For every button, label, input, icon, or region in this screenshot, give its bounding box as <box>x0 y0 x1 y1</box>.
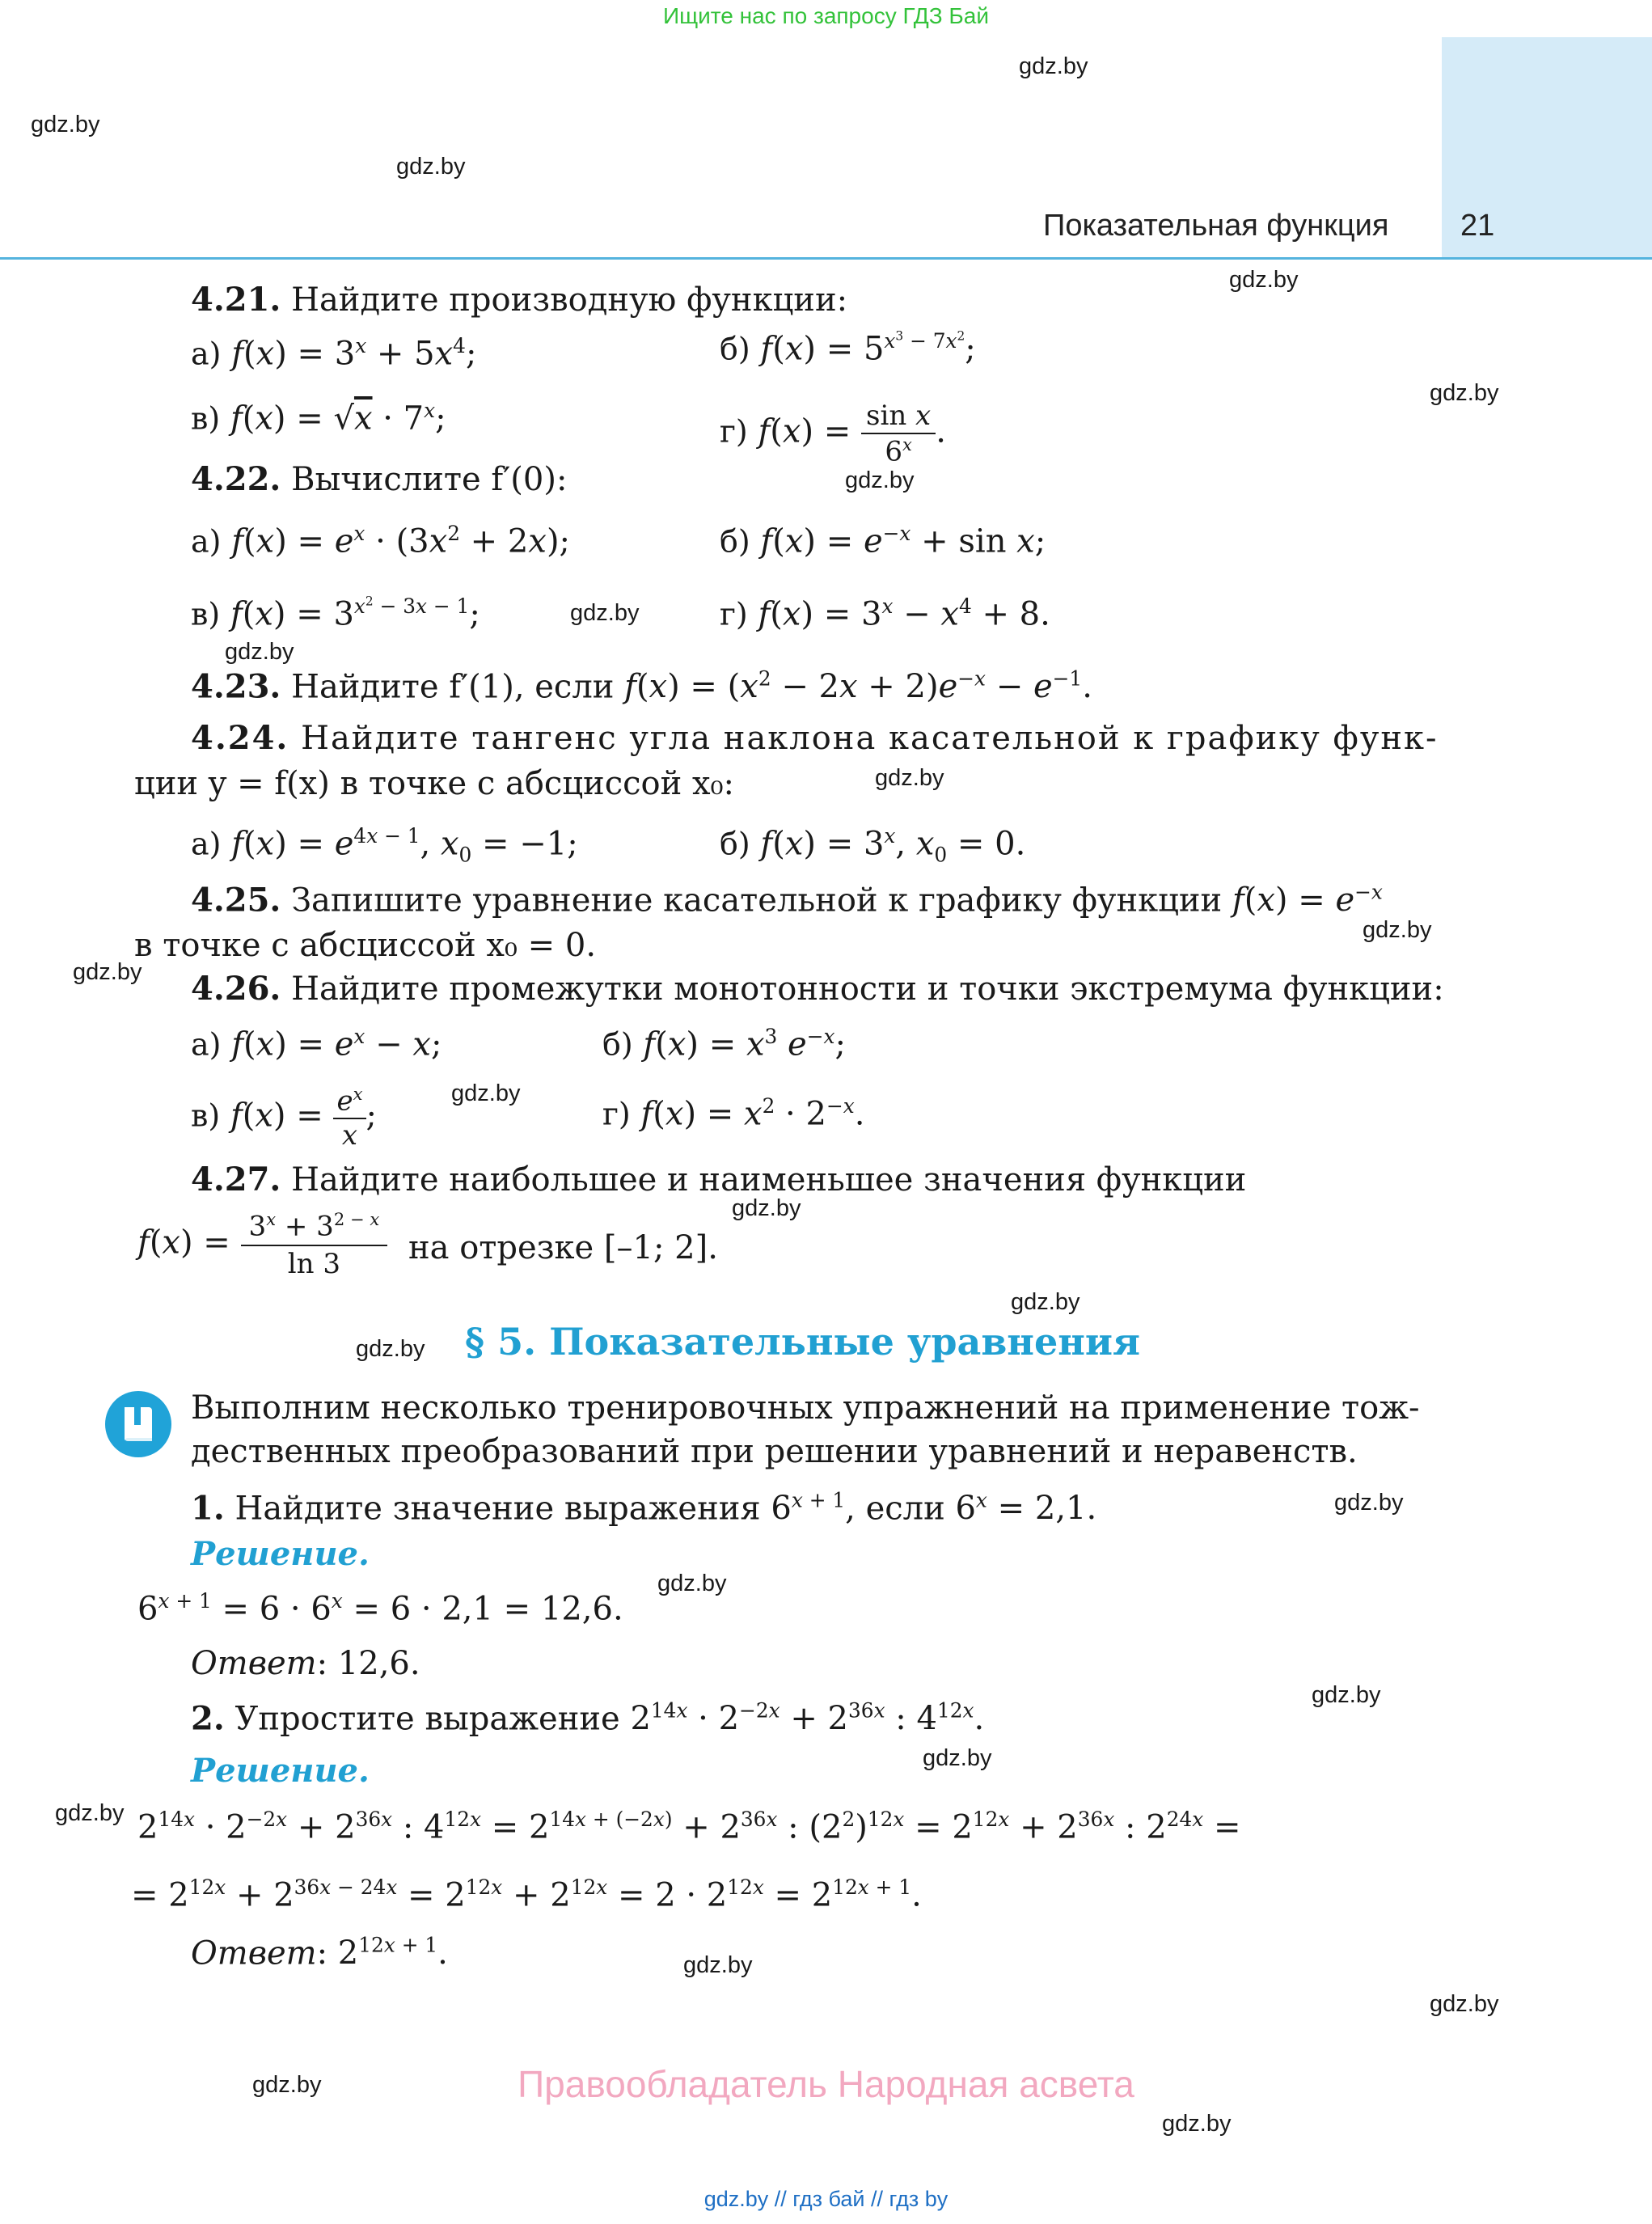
watermark: gdz.by <box>1363 917 1432 943</box>
problem-4-23 <box>191 668 1092 705</box>
watermark: gdz.by <box>1334 1490 1404 1516</box>
problem-text: Найдите тангенс угла наклона касательной к графику функ- <box>301 720 1439 757</box>
problem-number: 4.21. <box>191 281 281 319</box>
formula-4-24-b: б) $f(x) = 3^x$, $x_0 = 0$. <box>720 824 1026 867</box>
solution-label: Решение. <box>191 1535 370 1573</box>
answer-value: : 12,6. <box>316 1645 420 1682</box>
formula-4-22-v: в) $f(x) = 3^{x^2 - 3x - 1}$; <box>191 594 480 633</box>
problem-4-25 <box>191 882 1383 919</box>
formula-4-26-g: г) $f(x) = x^2 \cdot 2^{-x}$. <box>602 1094 865 1133</box>
formula-ex1-expr: $6^{x + 1}$ <box>771 1489 846 1528</box>
problem-number: 4.27. <box>191 1161 281 1199</box>
watermark: gdz.by <box>451 1080 521 1106</box>
problem-number: 4.24. <box>191 719 289 757</box>
example-text: Упростите выражение <box>234 1700 620 1738</box>
answer-2 <box>191 1934 448 1972</box>
formula-4-25: $f(x) = e^{-x}$ <box>1232 881 1383 920</box>
watermark: gdz.by <box>1019 53 1088 79</box>
watermark: gdz.by <box>356 1336 425 1362</box>
problem-number: 4.25. <box>191 881 281 920</box>
problem-number: 4.23. <box>191 667 281 706</box>
problem-number: 4.26. <box>191 970 281 1008</box>
watermark: gdz.by <box>570 600 640 626</box>
formula-4-26-v: в) f(x) = $\frac{e^x}{x}$ ; <box>191 1084 377 1152</box>
problem-text: Найдите производную функции: <box>291 281 848 319</box>
watermark: gdz.by <box>1430 380 1499 406</box>
problem-4-22 <box>191 461 567 498</box>
book-icon <box>105 1391 171 1457</box>
example-number: 1. <box>191 1489 225 1528</box>
watermark: gdz.by <box>1312 1682 1381 1708</box>
watermark: gdz.by <box>31 112 100 137</box>
watermark: gdz.by <box>875 765 944 791</box>
watermark: gdz.by <box>923 1745 992 1771</box>
problem-text: Найдите наибольшее и наименьшее значения функции <box>291 1161 1247 1199</box>
watermark: gdz.by <box>1011 1289 1080 1315</box>
problem-4-21 <box>191 281 847 319</box>
watermark: gdz.by <box>657 1571 727 1596</box>
formula-4-21-v: в) $f(x) = √x \cdot 7^x$; <box>191 399 446 438</box>
formula-ex2-line2: = $2^{12x} + 2^{36x - 24x} = 2^{12x} + 2^{12x} = 2 \cdot 2^{12x} = 2^{12x + 1}$. <box>131 1875 922 1914</box>
example-text: Найдите значение выражения <box>234 1490 761 1528</box>
watermark: gdz.by <box>732 1195 801 1221</box>
formula-ex2-line1: $2^{14x} \cdot 2^{-2x} + 2^{36x}$ : $4^{12x} = 2^{14x + (-2x)} + 2^{36x}$ : $(2^2)^{12x} = 2^{12x} + 2^{36x}$ : $2^{24x}$ = <box>137 1808 1241 1846</box>
bottom-site-links[interactable]: gdz.by // гдз бай // гдз by <box>703 2187 949 2211</box>
problem-4-26 <box>191 970 1444 1008</box>
answer-label: Ответ <box>191 1645 317 1682</box>
problem-4-27-line2: на отрезке [–1; 2]. <box>408 1229 718 1266</box>
page-number: 21 <box>1460 209 1495 243</box>
watermark: gdz.by <box>683 1952 753 1978</box>
watermark: gdz.by <box>845 467 915 493</box>
section-title: § 5. Показательные уравнения <box>465 1320 1140 1364</box>
formula-4-22-g: г) $f(x) = 3^x - x^4 + 8$. <box>720 594 1050 633</box>
watermark: gdz.by <box>55 1800 125 1826</box>
example-cond: , если <box>845 1490 945 1528</box>
problem-text: Запишите уравнение касательной к графику функции <box>291 882 1223 920</box>
top-promo-banner[interactable]: Ищите нас по запросу ГДЗ Бай <box>662 3 990 28</box>
problem-4-27 <box>191 1161 1246 1199</box>
example-number: 2. <box>191 1699 225 1738</box>
problem-text: Найдите f′(1), если <box>291 668 615 706</box>
formula-4-23: $f(x) = (x^2 - 2x + 2)e^{-x} - e^{-1}$. <box>624 667 1092 706</box>
watermark: gdz.by <box>252 2072 322 2098</box>
example-2 <box>191 1700 984 1737</box>
problem-4-25-line2: в точке с абсциссой x₀ = 0. <box>134 927 597 964</box>
example-1 <box>191 1490 1096 1527</box>
watermark: gdz.by <box>1430 1991 1499 2017</box>
problem-4-24 <box>191 720 1439 757</box>
formula-4-21-a: а) $f(x) = 3^x + 5x^4$; <box>191 334 477 373</box>
formula-4-22-b: б) $f(x) = e^{-x} + \sin x$; <box>720 522 1046 560</box>
copyright-notice: Правообладатель Народная асвета <box>518 2063 1134 2105</box>
problem-number: 4.22. <box>191 460 281 498</box>
problem-text: Вычислите f′(0): <box>291 461 568 498</box>
watermark: gdz.by <box>1162 2111 1232 2137</box>
formula-4-21-g: г) f(x) = $\frac{\text{sin x}}{6^x}$ . <box>720 400 946 468</box>
answer-value: : $2^{12x + 1}$. <box>316 1934 448 1972</box>
formula-ex1-cond: $6^x = 2,1$. <box>955 1489 1097 1528</box>
watermark: gdz.by <box>225 639 294 665</box>
answer-1 <box>191 1645 420 1682</box>
formula-ex2-expr: $2^{14x} \cdot 2^{-2x} + 2^{36x}$ : $4^{12x}$. <box>630 1699 985 1738</box>
answer-label: Ответ <box>191 1934 317 1972</box>
problem-4-24-line2: ции y = f(x) в точке с абсциссой x₀: <box>134 765 735 802</box>
solution-label: Решение. <box>191 1752 370 1790</box>
watermark: gdz.by <box>73 959 142 985</box>
running-header-title: Показательная функция <box>1043 209 1389 243</box>
formula-4-24-a: а) $f(x) = e^{4x - 1}$, $x_0 = -1$; <box>191 824 578 867</box>
intro-line-1: Выполним несколько тренировочных упражнений на применение тож- <box>191 1389 1420 1427</box>
formula-4-22-a: а) $f(x) = e^x \cdot (3x^2 + 2x)$; <box>191 522 571 560</box>
formula-4-26-a: а) $f(x) = e^x - x$; <box>191 1025 442 1063</box>
formula-4-26-b: б) $f(x) = x^3$ $e^{-x}$; <box>602 1025 846 1063</box>
formula-ex1-solution: $6^{x + 1} = 6 \cdot 6^x = 6 \cdot 2,1 = 12,6$. <box>137 1589 623 1628</box>
formula-4-21-b: б) $f(x) = 5^{x^3 - 7x^2}$; <box>720 329 976 368</box>
watermark: gdz.by <box>396 154 466 180</box>
header-rule <box>0 257 1652 260</box>
problem-text: Найдите промежутки монотонности и точки экстремума функции: <box>291 970 1444 1008</box>
intro-line-2: дественных преобразований при решении уравнений и неравенств. <box>191 1433 1358 1470</box>
watermark: gdz.by <box>1229 267 1299 293</box>
formula-4-27: f(x) = $\frac{3^x + 3^{2 - x}}{\ln 3}$ <box>137 1208 387 1282</box>
